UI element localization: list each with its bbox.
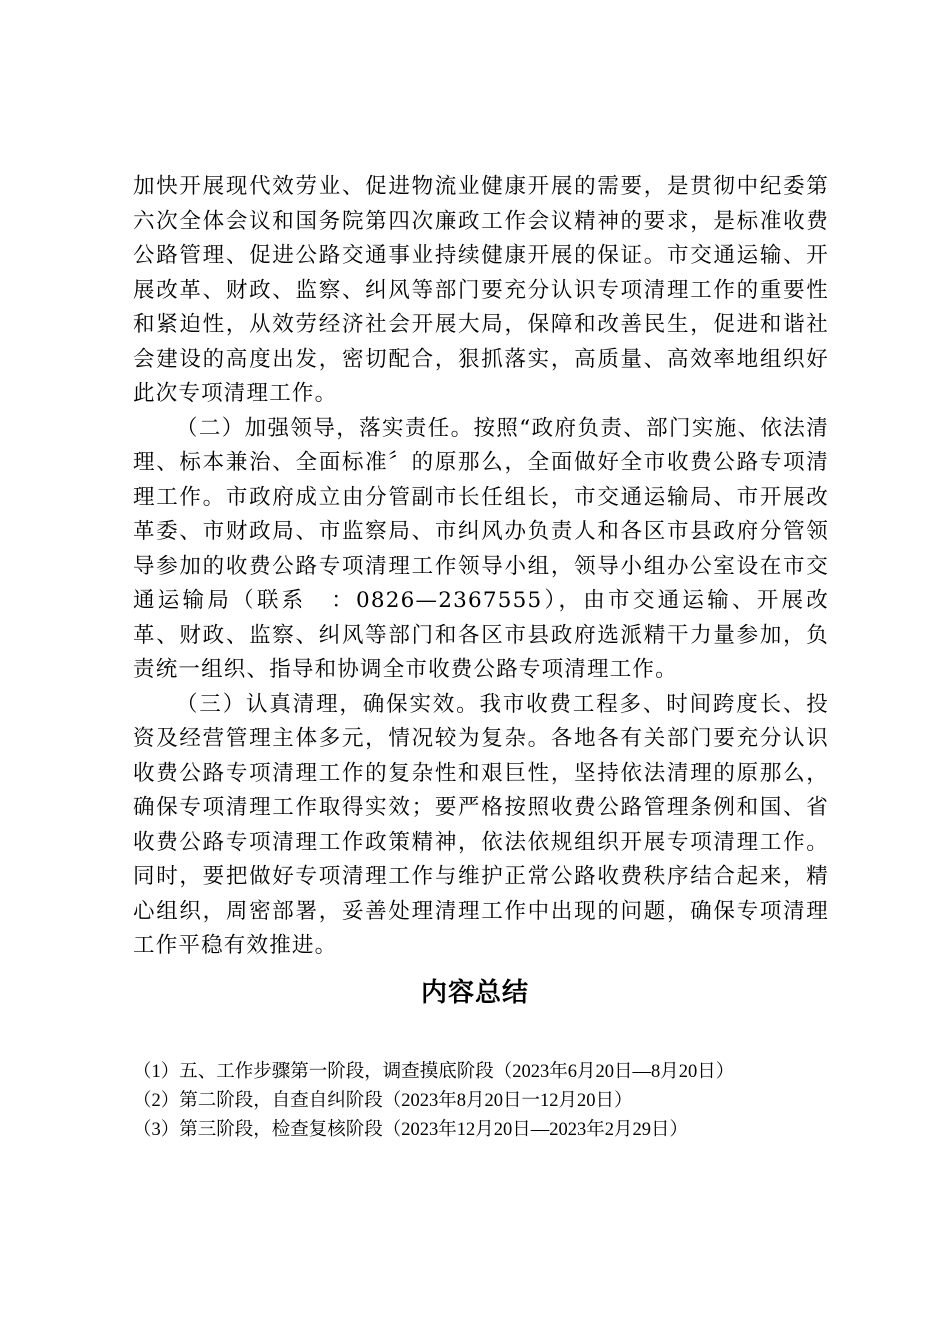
body-paragraph-2: （二）加强领导，落实责任。按照“政府负责、部门实施、依法清理、标本兼治、全面标准〞的原那么，全面做好全市收费公路专项清理工作。市政府成立由分管副市长任组长，市交通运输局、市开展改革委、市财政局、市监察局、市纠风办负责人和各区市县政府分管领导参加的收费公路专项清理工作领导小组，领导小组办公室设在市交通运输局（联系 ：0826—2367555），由市交通运输、开展改革、财政、监察、纠风等部门和各区市县政府选派精干力量参加，负责统一组织、指导和协调全市收费公路专项清理工作。	[133, 415, 829, 682]
body-paragraph-1: 加快开展现代效劳业、促进物流业健康开展的需要，是贯彻中纪委第六次全体会议和国务院第四次廉政工作会议精神的要求，是标准收费公路管理、促进公路交通事业持续健康开展的保证。市交通运输、开展改革、财政、监察、纠风等部门要充分认识专项清理工作的重要性和紧迫性，从效劳经济社会开展大局，保障和改善民生，促进和谐社会建设的高度出发，密切配合，狠抓落实，高质量、高效率地组织好此次专项清理工作。	[133, 174, 829, 406]
summary-title: 内容总结	[420, 978, 529, 1008]
summary-list	[133, 1058, 813, 1145]
document-body	[133, 170, 829, 964]
summary-item: （2）第二阶段，自查自纠阶段（2023年8月20日一12月20日）	[133, 1091, 633, 1111]
summary-item: （3）第三阶段，检查复核阶段（2023年12月20日—2023年2月29日）	[133, 1120, 689, 1140]
summary-item: （1）五、工作步骤第一阶段，调查摸底阶段（2023年6月20日—8月20日）	[133, 1062, 735, 1082]
body-paragraph-3: （三）认真清理，确保实效。我市收费工程多、时间跨度长、投资及经营管理主体多元，情况较为复杂。各地各有关部门要充分认识收费公路专项清理工作的复杂性和艰巨性，坚持依法清理的原那么，确保专项清理工作取得实效；要严格按照收费公路管理条例和国、省收费公路专项清理工作政策精神，依法依规组织开展专项清理工作。同时，要把做好专项清理工作与维护正常公路收费秩序结合起来，精心组织，周密部署，妥善处理清理工作中出现的问题，确保专项清理工作平稳有效推进。	[133, 691, 829, 958]
